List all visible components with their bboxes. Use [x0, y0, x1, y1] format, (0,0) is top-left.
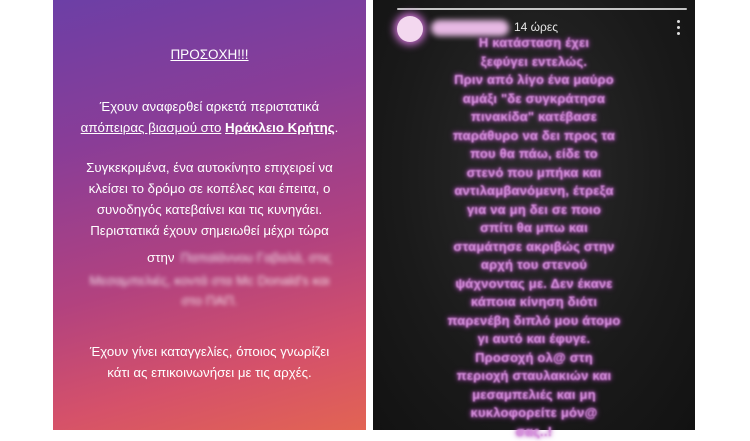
blurred-location-2: Μεσαμπελιές, κοντά στα Μc Donald's και	[89, 270, 329, 291]
message-line: που θα πάω, είδε το	[385, 145, 683, 164]
location-line-2	[53, 270, 366, 291]
message-line: σπίτι θα μπω και	[385, 219, 683, 238]
location-line-3	[53, 290, 366, 311]
details-line-2: κλείσει το δρόμο σε κοπέλες και έπειτα, ο	[53, 178, 366, 199]
closing-paragraph	[53, 341, 366, 383]
warning-title-row	[53, 44, 366, 65]
report-paragraph	[53, 96, 366, 138]
message-line: πινακίδα" κατέβασε	[385, 108, 683, 127]
blurred-location-1: Παπαϊάννου Γαβαλά, στις	[181, 250, 332, 265]
left-story-panel	[53, 0, 366, 430]
location-prefix: στην	[147, 250, 175, 265]
blurred-location-3: στο ΠΑΠ.	[181, 290, 237, 311]
report-line-1: Έχουν αναφερθεί αρκετά περιστατικά	[53, 96, 366, 117]
message-line: Πριν από λίγο ένα μαύρο	[385, 71, 683, 90]
details-line-1: Συγκεκριμένα, ένα αυτοκίνητο επιχειρεί να	[53, 157, 366, 178]
message-line: σας..!	[385, 423, 683, 441]
story-timestamp: 14 ώρες	[514, 20, 558, 34]
details-line-3: συνοδηγός κατεβαίνει και τις κυνηγάει.	[53, 199, 366, 220]
details-paragraph	[53, 157, 366, 241]
message-line: στενό που μπήκα και	[385, 164, 683, 183]
closing-line-2: κάτι ας επικοινωνήσει με τις αρχές.	[53, 362, 366, 383]
message-line: ψάχνοντας με. Δεν έκανε	[385, 275, 683, 294]
message-line: αρχή του στενού	[385, 256, 683, 275]
message-line: Η κατάσταση έχει	[385, 34, 683, 53]
message-line: αμάξι "δε συγκράτησα	[385, 90, 683, 109]
message-line: γι αυτό και έφυγε.	[385, 330, 683, 349]
story-message	[385, 34, 683, 441]
message-line: ξεφύγει εντελώς.	[385, 53, 683, 72]
message-line: σταμάτησε ακριβώς στην	[385, 238, 683, 257]
warning-title: ΠΡΟΣΟΧΗ!!!	[170, 47, 248, 62]
message-line: μεσαμπελιές και μη	[385, 386, 683, 405]
report-underlined-text: απόπειρας βιασμού στο	[81, 120, 222, 135]
message-line: για να μη δει σε ποιο	[385, 201, 683, 220]
details-line-4: Περιστατικά έχουν σημειωθεί μέχρι τώρα	[53, 220, 366, 241]
closing-line-1: Έχουν γίνει καταγγελίες, όποιος γνωρίζει	[53, 341, 366, 362]
message-line: αντιλαμβανόμενη, έτρεξα	[385, 182, 683, 201]
message-line: Προσοχή ολ@ στη	[385, 349, 683, 368]
message-line: παρενέβη διπλό μου άτομο	[385, 312, 683, 331]
location-line-1	[147, 250, 331, 265]
right-story-panel	[373, 0, 695, 430]
message-line: κάποια κίνηση διότι	[385, 293, 683, 312]
message-line: περιοχή σταυλακιών και	[385, 367, 683, 386]
story-progress-bar	[397, 8, 687, 10]
report-location-bold: Ηράκλειο Κρήτης	[225, 120, 335, 135]
report-line-2	[53, 117, 366, 138]
message-line: κυκλοφορείτε μόν@	[385, 404, 683, 423]
report-period: .	[335, 120, 339, 135]
message-line: παράθυρο να δει προς τα	[385, 127, 683, 146]
